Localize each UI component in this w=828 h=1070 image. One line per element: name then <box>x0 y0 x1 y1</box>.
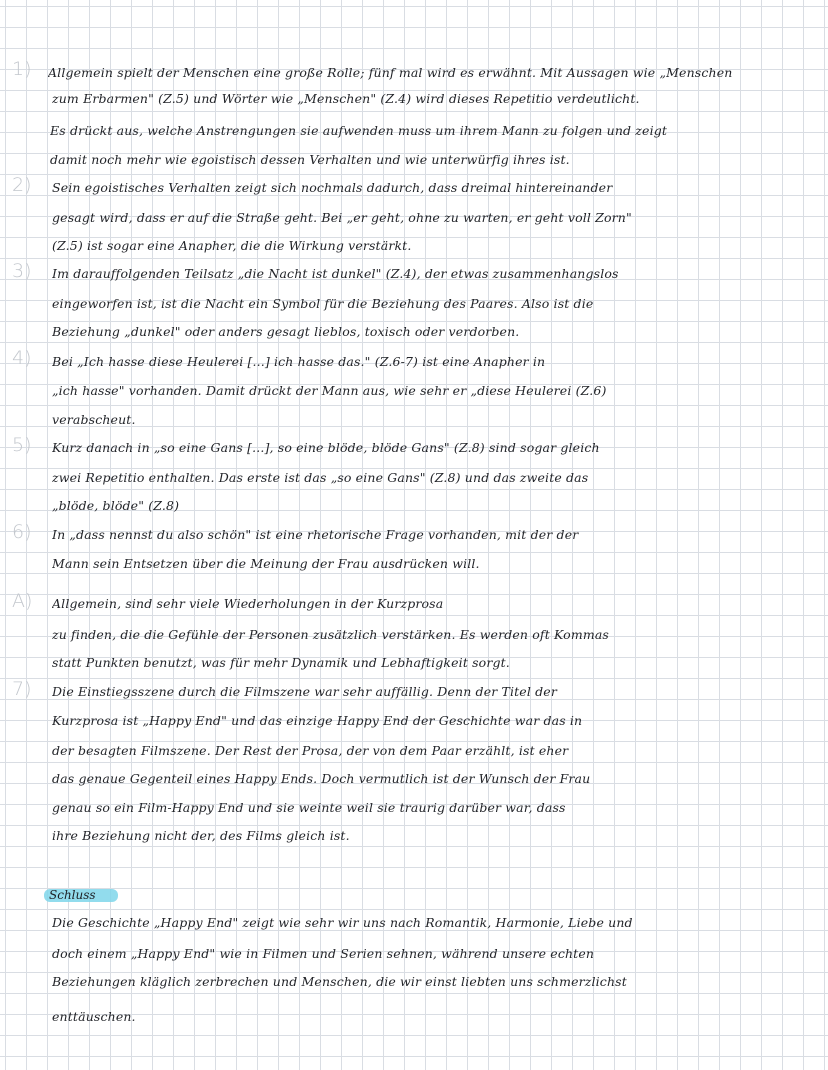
item-number: 1) <box>12 58 32 80</box>
text-line: Die Geschichte „Happy End" zeigt wie sehr wir uns nach Romantik, Harmonie, Liebe und <box>52 916 633 930</box>
text-line: Mann sein Entsetzen über die Meinung der Frau ausdrücken will. <box>52 557 480 571</box>
text-line: In „dass nennst du also schön" ist eine rhetorische Frage vorhanden, mit der der <box>52 528 579 542</box>
text-line: das genaue Gegenteil eines Happy Ends. Doch vermutlich ist der Wunsch der Frau <box>52 772 591 786</box>
item-number: 6) <box>12 521 32 543</box>
text-line: Im darauffolgenden Teilsatz „die Nacht ist dunkel" (Z.4), der etwas zusammenhangslos <box>52 267 619 281</box>
text-line: Kurz danach in „so eine Gans [...], so eine blöde, blöde Gans" (Z.8) sind sogar gleich <box>52 441 600 455</box>
text-line: zu finden, die die Gefühle der Personen zusätzlich verstärken. Es werden oft Kommas <box>52 628 609 642</box>
text-line: „ich hasse" vorhanden. Damit drückt der Mann aus, wie sehr er „diese Heulerei (Z.6) <box>52 384 607 398</box>
text-line: Allgemein, sind sehr viele Wiederholungen in der Kurzprosa <box>52 597 444 611</box>
item-number: A) <box>12 590 33 612</box>
text-line: verabscheut. <box>52 413 136 427</box>
text-line: zwei Repetitio enthalten. Das erste ist das „so eine Gans" (Z.8) und das zweite das <box>52 471 589 485</box>
text-line: (Z.5) ist sogar eine Anapher, die die Wirkung verstärkt. <box>52 239 412 253</box>
item-number: 3) <box>12 260 32 282</box>
text-line: enttäuschen. <box>52 1010 136 1024</box>
text-line: Allgemein spielt der Menschen eine große Rolle; fünf mal wird es erwähnt. Mit Aussagen wie „Menschen <box>48 66 733 80</box>
text-line: „blöde, blöde" (Z.8) <box>52 499 180 513</box>
text-line: Sein egoistisches Verhalten zeigt sich nochmals dadurch, dass dreimal hintereinander <box>52 181 613 195</box>
conclusion-heading: Schluss <box>49 888 96 902</box>
item-number: 5) <box>12 434 32 456</box>
text-line: statt Punkten benutzt, was für mehr Dynamik und Lebhaftigkeit sorgt. <box>52 656 510 670</box>
text-line: genau so ein Film-Happy End und sie weinte weil sie traurig darüber war, dass <box>52 801 566 815</box>
text-line: der besagten Filmszene. Der Rest der Prosa, der von dem Paar erzählt, ist eher <box>52 744 569 758</box>
text-line: zum Erbarmen" (Z.5) und Wörter wie „Menschen" (Z.4) wird dieses Repetitio verdeutlicht. <box>52 92 640 106</box>
text-line: gesagt wird, dass er auf die Straße geht. Bei „er geht, ohne zu warten, er geht voll Zorn" <box>52 211 632 225</box>
item-number: 7) <box>12 678 32 700</box>
text-line: Kurzprosa ist „Happy End" und das einzige Happy End der Geschichte war das in <box>52 714 583 728</box>
text-line: damit noch mehr wie egoistisch dessen Verhalten und wie unterwürfig ihres ist. <box>50 153 570 167</box>
text-line: Beziehung „dunkel" oder anders gesagt lieblos, toxisch oder verdorben. <box>52 325 520 339</box>
text-line: Es drückt aus, welche Anstrengungen sie aufwenden muss um ihrem Mann zu folgen und zeigt <box>50 124 668 138</box>
text-line: Die Einstiegsszene durch die Filmszene war sehr auffällig. Denn der Titel der <box>52 685 557 699</box>
text-line: doch einem „Happy End" wie in Filmen und Serien sehnen, während unsere echten <box>52 947 595 961</box>
text-line: ihre Beziehung nicht der, des Films gleich ist. <box>52 829 350 843</box>
item-number: 4) <box>12 347 32 369</box>
text-line: Beziehungen kläglich zerbrechen und Menschen, die wir einst liebten uns schmerzlichst <box>52 975 627 989</box>
text-line: eingeworfen ist, ist die Nacht ein Symbol für die Beziehung des Paares. Also ist die <box>52 297 594 311</box>
item-number: 2) <box>12 174 32 196</box>
text-line: Bei „Ich hasse diese Heulerei [...] ich hasse das." (Z.6-7) ist eine Anapher in <box>52 355 546 369</box>
